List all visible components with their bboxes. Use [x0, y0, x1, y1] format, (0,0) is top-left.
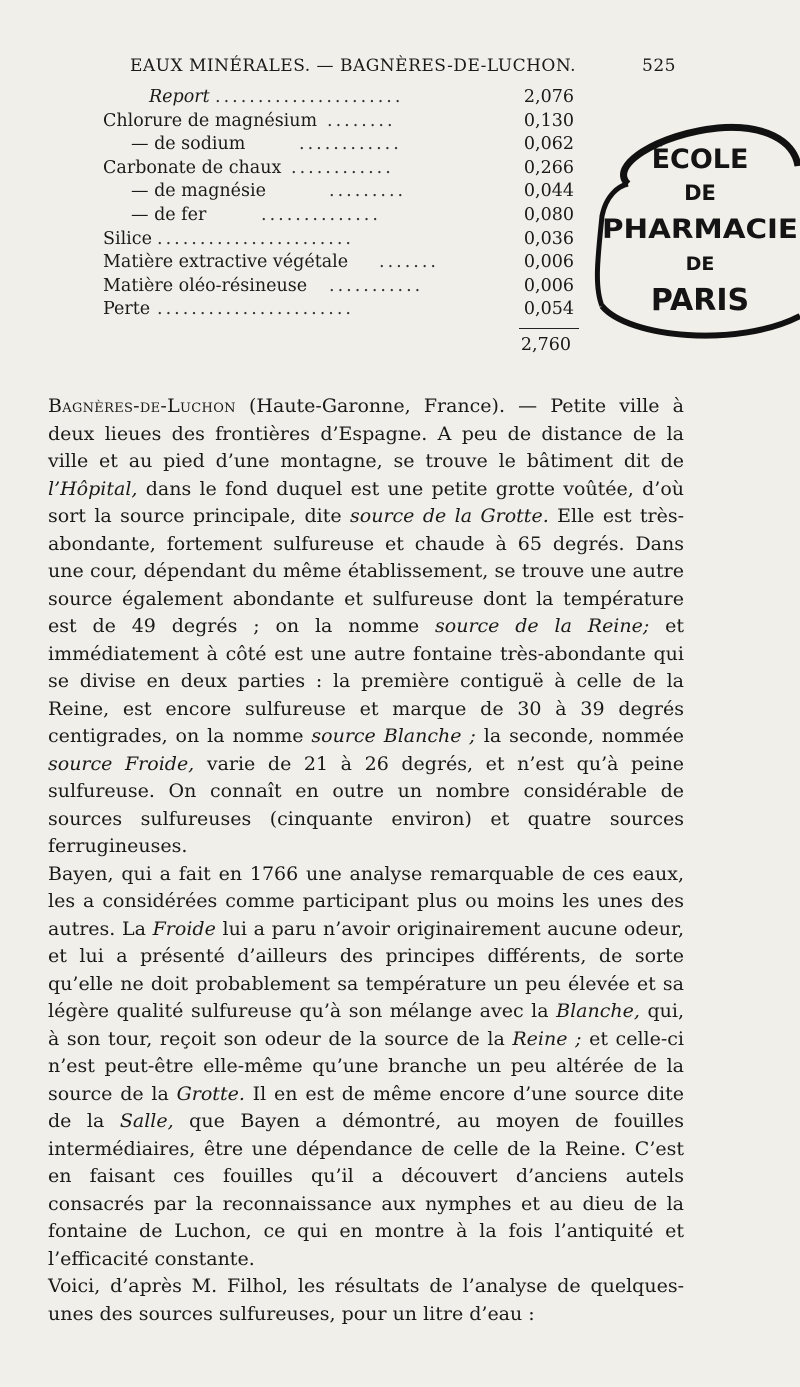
- leader-dots: ........: [327, 110, 396, 131]
- row-label: Report: [149, 87, 210, 107]
- row-value: 0,062: [523, 134, 574, 155]
- paragraph-bagneres: [48, 393, 684, 861]
- row-value: 0,006: [523, 252, 574, 273]
- stamp-line-3: PHARMACIE: [602, 214, 798, 245]
- text-run: Bayen, qui a fait en 1766 une analyse remarquable de ces eaux, les a considérées comme participant plus ou moins les unes des autres. La: [48, 862, 684, 940]
- running-title: EAUX MINÉRALES. — BAGNÈRES-DE-LUCHON.: [130, 56, 577, 76]
- row-label: Chlorure de magnésium: [103, 110, 318, 131]
- leader-dots: .......: [379, 252, 439, 273]
- row-value: 0,266: [523, 157, 574, 178]
- leader-dots: .......................: [157, 299, 354, 320]
- paragraph-filhol: [48, 1273, 684, 1328]
- leader-dots: .........: [329, 181, 407, 202]
- text-run: dans le fond duquel est une petite grotte voûtée, d’où sort la source principale, dite: [48, 477, 684, 527]
- leader-dots: ............: [299, 134, 402, 155]
- italic-run: source de la Reine;: [435, 615, 650, 637]
- italic-run: Froide: [152, 917, 216, 940]
- table-row: [103, 251, 583, 275]
- table-row: [103, 275, 583, 299]
- table-row: [103, 133, 583, 157]
- running-header: [0, 56, 800, 82]
- table-row: [103, 228, 583, 252]
- leader-dots: ...........: [329, 275, 424, 296]
- row-value: 0,044: [523, 181, 574, 202]
- italic-run: Reine ;: [512, 1027, 582, 1050]
- leader-dots: ............: [291, 157, 394, 178]
- table-row: [103, 157, 583, 181]
- row-label: Silice: [103, 228, 152, 249]
- row-label: — de sodium: [131, 134, 246, 155]
- row-value: 2,076: [523, 87, 574, 107]
- row-label: Carbonate de chaux: [103, 157, 282, 178]
- text-run: (Haute-Garonne, France). — Petite ville à deux lieues des frontières d’Espagne. A peu de distance de la ville et au pied d’une montagne, se trouve le bâtiment dit de: [48, 395, 684, 472]
- table-row: [103, 204, 583, 228]
- library-stamp: [588, 106, 800, 348]
- text-run: et immédiatement à côté est une autre fontaine très-abondante qui se divise en deux parties : la première contiguë à celle de la Reine, est encore sulfureuse et marque de 30 à 39 degrés centigrades, on la nomme: [48, 615, 685, 747]
- text-run: varie de 21 à 26 degrés, et n’est qu’à peine sulfureuse. On connaît en outre un nombre considérable de sources sulfureuses (cinquante environ) et quatre sources ferrugineuses.: [48, 752, 684, 857]
- italic-run: source de la Grotte.: [350, 505, 549, 527]
- text-run: qui, à son tour, reçoit son odeur de la source de la: [48, 1000, 684, 1050]
- table-total: 2,760: [520, 335, 571, 355]
- row-label: — de magnésie: [131, 181, 266, 202]
- text-run: Il en est de même encore d’une source dite de la: [48, 1082, 684, 1132]
- stamp-line-4: DE: [685, 253, 715, 275]
- row-label: Perte: [103, 299, 151, 320]
- italic-run: Blanche,: [556, 1000, 640, 1022]
- entry-title: Bagnères-de-Luchon: [48, 395, 236, 417]
- table-row: [103, 298, 583, 322]
- italic-run: source Blanche ;: [311, 725, 476, 747]
- stamp-line-1: ÉCOLE: [651, 144, 749, 175]
- italic-run: Salle,: [119, 1110, 174, 1132]
- leader-dots: ......................: [215, 87, 404, 107]
- italic-run: source Froide,: [48, 752, 195, 775]
- row-label: — de fer: [131, 204, 207, 225]
- text-run: Elle est très-abondante, fortement sulfureuse et chaude à 65 degrés. Dans une cour, dépendant du même établissement, se trouve une autre source également abondante et sulfureuse dont la température est de 49 degrés ; on la nomme: [48, 505, 685, 637]
- text-run: la seconde, nommée: [475, 725, 684, 747]
- stamp-line-2: DE: [684, 181, 716, 205]
- stamp-line-5: PARIS: [650, 283, 750, 318]
- row-value: 0,006: [523, 275, 574, 296]
- row-label: Matière oléo-résineuse: [103, 275, 308, 296]
- text-run: Voici, d’après M. Filhol, les résultats de l’analyse de quelques-unes des sources sulfureuses, pour un litre d’eau :: [48, 1275, 684, 1325]
- italic-run: Grotte.: [176, 1082, 245, 1105]
- paragraph-bayen: [48, 861, 684, 1274]
- table-row: [103, 180, 583, 204]
- text-run: et celle-ci n’est peut-être elle-même qu’une branche un peu altérée de la source de la: [48, 1027, 684, 1105]
- row-value: 0,080: [523, 204, 574, 225]
- text-run: que Bayen a démontré, au moyen de fouilles intermédiaires, être une dépendance de celle de la Reine. C’est en faisant ces fouilles qu’il a découvert d’anciens autels consacrés par la reconnaissance aux nymphes et au dieu de la fontaine de Luchon, ce qui en montre à la fois l’antiquité et l’efficacité constante.: [48, 1110, 685, 1270]
- article-body: [48, 393, 684, 1328]
- text-run: lui a paru n’avoir originairement aucune odeur, et lui a présenté d’ailleurs des principes différents, de sorte qu’elle ne doit probablement sa température un peu élevée et sa légère qualité sulfureuse qu’à son mélange avec la: [48, 917, 685, 1022]
- leader-dots: ..............: [261, 204, 381, 225]
- composition-table: [103, 86, 583, 322]
- leader-dots: .......................: [157, 228, 354, 249]
- sum-rule: [519, 328, 579, 329]
- page-number: 525: [642, 56, 676, 76]
- row-value: 0,054: [523, 299, 574, 320]
- italic-run: l’Hôpital,: [48, 477, 138, 500]
- row-value: 0,130: [523, 110, 574, 131]
- table-row: [103, 86, 583, 110]
- row-value: 0,036: [523, 228, 574, 249]
- row-label: Matière extractive végétale: [103, 252, 349, 273]
- table-row: [103, 110, 583, 134]
